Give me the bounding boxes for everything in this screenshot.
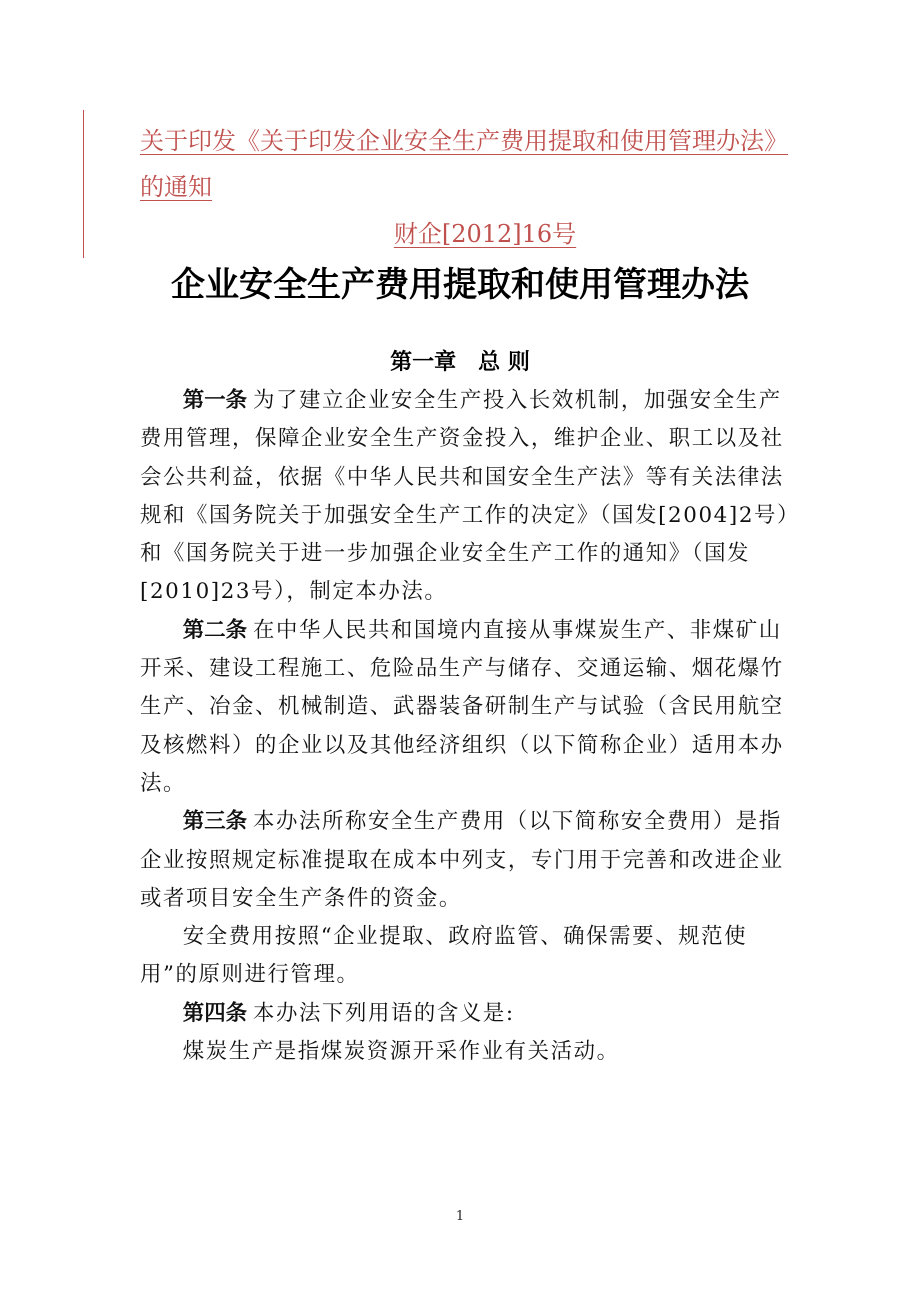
article-text: 在中华人民共和国境内直接从事煤炭生产、非煤矿山开采、建设工程施工、危险品生产与储存、交通运输、烟花爆竹生产、冶金、机械制造、武器装备研制生产与试验（含民用航空及核燃料）的企业以及其他经济组织（以下简称企业）适用本办法。	[140, 617, 784, 796]
article-text: 本办法下列用语的含义是:	[252, 1000, 515, 1026]
article-label: 第三条	[182, 809, 247, 835]
article-label: 第二条	[182, 617, 247, 643]
article-1	[140, 382, 790, 612]
paragraph-text: 煤炭生产是指煤炭资源开采作业有关活动。	[182, 1039, 620, 1065]
article-label: 第四条	[182, 1000, 247, 1026]
page-title: 企业安全生产费用提取和使用管理办法	[171, 265, 749, 305]
page-number: 1	[455, 1209, 465, 1224]
article-label: 第一条	[182, 388, 247, 413]
article-3	[140, 803, 790, 918]
article-4	[140, 995, 790, 1033]
notice-title-link[interactable]	[140, 118, 790, 210]
chapter-heading: 第一章 总 则	[390, 350, 530, 375]
paragraph-text: 安全费用按照“企业提取、政府监管、确保需要、规范使用”的原则进行管理。	[140, 924, 748, 988]
document-body	[140, 382, 790, 1071]
article-3-paragraph-2	[140, 918, 790, 995]
article-4-paragraph-2	[140, 1033, 790, 1071]
document-number: 财企[2012]16号	[393, 220, 577, 248]
article-text: 为了建立企业安全生产投入长效机制，加强安全生产费用管理，保障企业安全生产资金投入，维护企业、职工以及社会公共利益，依据《中华人民共和国安全生产法》等有关法律法规和《国务院关于加强安全生产工作的决定》（国发[2004]2号）和《国务院关于进一步加强企业安全生产工作的通知》（国发[2010]23号），制定本办法。	[140, 388, 790, 605]
article-text: 本办法所称安全生产费用（以下简称安全费用）是指企业按照规定标准提取在成本中列支，专门用于完善和改进企业或者项目安全生产条件的资金。	[140, 809, 784, 911]
article-2	[140, 612, 790, 803]
notice-title-text[interactable]: 关于印发《关于印发企业安全生产费用提取和使用管理办法》的通知	[140, 127, 788, 201]
